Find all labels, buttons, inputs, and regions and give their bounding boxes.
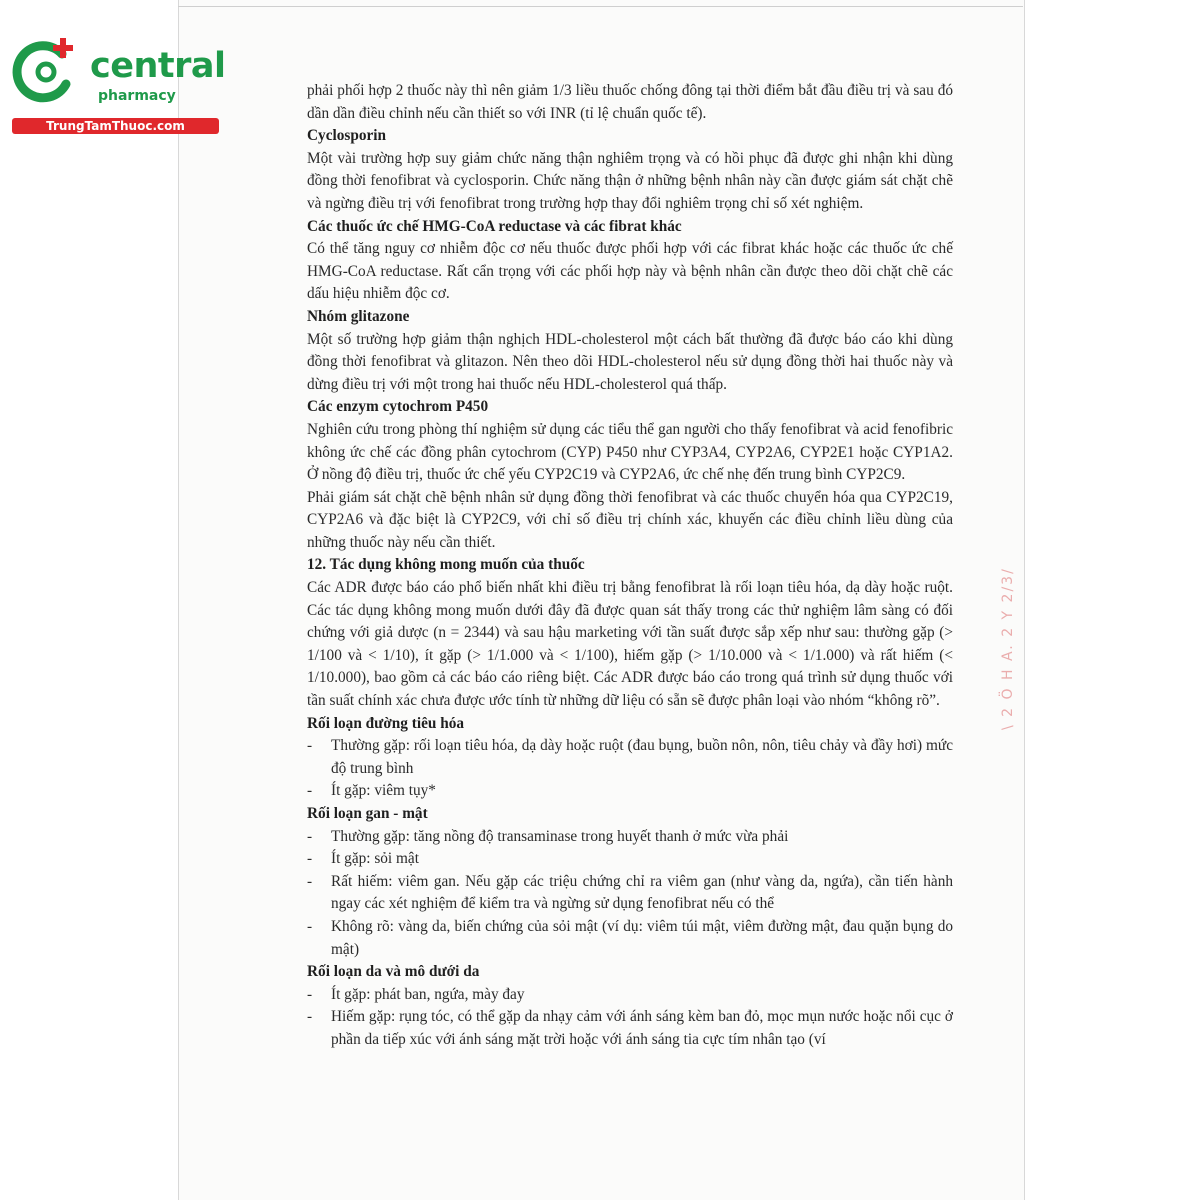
list-dash: - bbox=[307, 985, 313, 1003]
list-dash: - bbox=[307, 872, 313, 890]
pharmacy-logo-icon bbox=[10, 36, 82, 108]
list-item-text: Thường gặp: rối loạn tiêu hóa, dạ dày hoặc ruột (đau bụng, buồn nôn, nôn, tiêu chảy và đầy hơi) mức độ trung bình bbox=[331, 737, 953, 777]
section-heading-liver: Rối loạn gan - mật bbox=[307, 805, 428, 822]
list-item bbox=[307, 1006, 953, 1051]
brand-logo bbox=[10, 36, 226, 136]
glitazone-paragraph: Một số trường hợp giảm thận nghịch HDL-cholesterol một cách bất thường đã được báo cáo khi dùng đồng thời fenofibrat và glitazon. Nên theo dõi HDL-cholesterol nếu sử dụng đồng thời hai thuốc này và dừng điều trị với một trong hai thuốc nếu HDL-cholesterol quá thấp. bbox=[307, 330, 953, 393]
list-dash: - bbox=[307, 827, 313, 845]
section-heading-cyp450: Các enzym cytochrom P450 bbox=[307, 398, 489, 416]
list-item bbox=[307, 735, 953, 780]
section-heading-skin: Rối loạn da và mô dưới da bbox=[307, 963, 480, 981]
cyp450-paragraph-1: Nghiên cứu trong phòng thí nghiệm sử dụng các tiểu thể gan người cho thấy fenofibrat và acid fenofibric không ức chế các đồng phân cytochrom (CYP) P450 như CYP3A4, CYP2A6, CYP2E1 hoặc CYP1A2. Ở nồng độ điều trị, thuốc ức chế yếu CYP2C19 và CYP2A6, ức chế nhẹ đến trung bình CYP2C9. bbox=[307, 420, 953, 484]
hmg-paragraph: Có thể tăng nguy cơ nhiễm độc cơ nếu thuốc được phối hợp với các fibrat khác hoặc các thuốc ức chế HMG-CoA reductase. Rất cẩn trọng với các phối hợp này và bệnh nhân cần được theo dõi chặt chẽ các dấu hiệu nhiễm độc cơ. bbox=[307, 240, 953, 303]
list-dash: - bbox=[307, 850, 313, 868]
list-item bbox=[307, 826, 953, 849]
list-dash: - bbox=[307, 737, 313, 755]
list-item-text: Rất hiếm: viêm gan. Nếu gặp các triệu chứng chỉ ra viêm gan (như vàng da, ngứa), cần tiến hành ngay các xét nghiệm để kiểm tra và ngừng sử dụng fenofibrat nếu có thể bbox=[331, 872, 953, 913]
list-item-text: Ít gặp: phát ban, ngứa, mày đay bbox=[331, 985, 525, 1003]
page-top-edge bbox=[178, 6, 1023, 7]
brand-subtitle: pharmacy bbox=[98, 88, 176, 104]
cyp450-paragraph-2: Phải giám sát chặt chẽ bệnh nhân sử dụng đồng thời fenofibrat và các thuốc chuyển hóa qua CYP2C19, CYP2A6 và đặc biệt là CYP2C9, với chỉ số điều trị chính xác, khuyến các điều chỉnh liều dùng của những thuốc này nếu cần thiết. bbox=[307, 488, 953, 551]
list-item bbox=[307, 871, 953, 916]
red-stamp-mark: \ 2 Ö H A. 2 Y 2/3/ bbox=[1000, 567, 1016, 730]
list-item-text: Ít gặp: viêm tụy* bbox=[331, 782, 436, 800]
list-item-text: Không rõ: vàng da, biến chứng của sỏi mật (ví dụ: viêm túi mật, viêm đường mật, đau quặn bụng do mật) bbox=[331, 917, 953, 958]
section-heading-glitazone: Nhóm glitazone bbox=[307, 307, 410, 325]
section-heading-hmg: Các thuốc ức chế HMG-CoA reductase và các fibrat khác bbox=[307, 217, 682, 235]
intro-paragraph: phải phối hợp 2 thuốc này thì nên giảm 1/3 liều thuốc chống đông tại thời điểm bắt đầu điều trị và sau đó dần dần điều chỉnh nếu cần thiết so với INR (tỉ lệ chuẩn quốc tế). bbox=[307, 82, 953, 122]
list-item-text: Hiếm gặp: rụng tóc, có thể gặp da nhạy cảm với ánh sáng kèm ban đỏ, mọc mụn nước hoặc nổi cục ở phần da tiếp xúc với ánh sáng mặt trời hoặc với ánh sáng tia cực tím nhân tạo (ví bbox=[331, 1008, 953, 1048]
section-heading-gi: Rối loạn đường tiêu hóa bbox=[307, 714, 465, 732]
list-dash: - bbox=[307, 917, 313, 935]
section-heading-adverse-effects: 12. Tác dụng không mong muốn của thuốc bbox=[307, 556, 585, 574]
list-dash: - bbox=[307, 1008, 313, 1026]
document-text bbox=[307, 80, 953, 1052]
adverse-effects-paragraph: Các ADR được báo cáo phổ biến nhất khi điều trị bằng fenofibrat là rối loạn tiêu hóa, dạ dày hoặc ruột. Các tác dụng không mong muốn dưới đây đã được quan sát thấy trong các thử nghiệm lâm sàng có đối chứng với giả dược (n = 2344) và sau hậu marketing với tần suất được sắp xếp như sau: thường gặp (> 1/100 và < 1/10), ít gặp (> 1/1.000 và < 1/100), hiếm gặp (> 1/10.000 và < 1/1.000) và rất hiếm (< 1/10.000), bao gồm cả các báo cáo riêng biệt. Các ADR được báo cáo trong quá trình sử dụng thuốc với tần suất chính xác chưa được ước tính từ những dữ liệu có sẵn sẽ được phân loại vào nhóm “không rõ”. bbox=[307, 579, 953, 710]
section-heading-cyclosporin: Cyclosporin bbox=[307, 127, 387, 145]
list-item bbox=[307, 984, 953, 1007]
list-item bbox=[307, 780, 953, 803]
brand-url-banner: TrungTamThuoc.com bbox=[12, 118, 219, 134]
brand-name: central bbox=[90, 46, 226, 86]
cyclosporin-paragraph: Một vài trường hợp suy giảm chức năng thận nghiêm trọng và có hồi phục đã được ghi nhận khi dùng đồng thời fenofibrat và cyclosporin. Chức năng thận ở những bệnh nhân này cần được giám sát chặt chẽ và ngừng điều trị với fenofibrat trong trường hợp thay đổi nghiêm trọng chỉ số xét nghiệm. bbox=[307, 149, 953, 212]
list-item-text: Ít gặp: sỏi mật bbox=[331, 850, 419, 868]
list-item bbox=[307, 848, 953, 871]
list-item-text: Thường gặp: tăng nồng độ transaminase trong huyết thanh ở mức vừa phải bbox=[331, 827, 789, 845]
list-item bbox=[307, 916, 953, 961]
list-dash: - bbox=[307, 782, 313, 800]
